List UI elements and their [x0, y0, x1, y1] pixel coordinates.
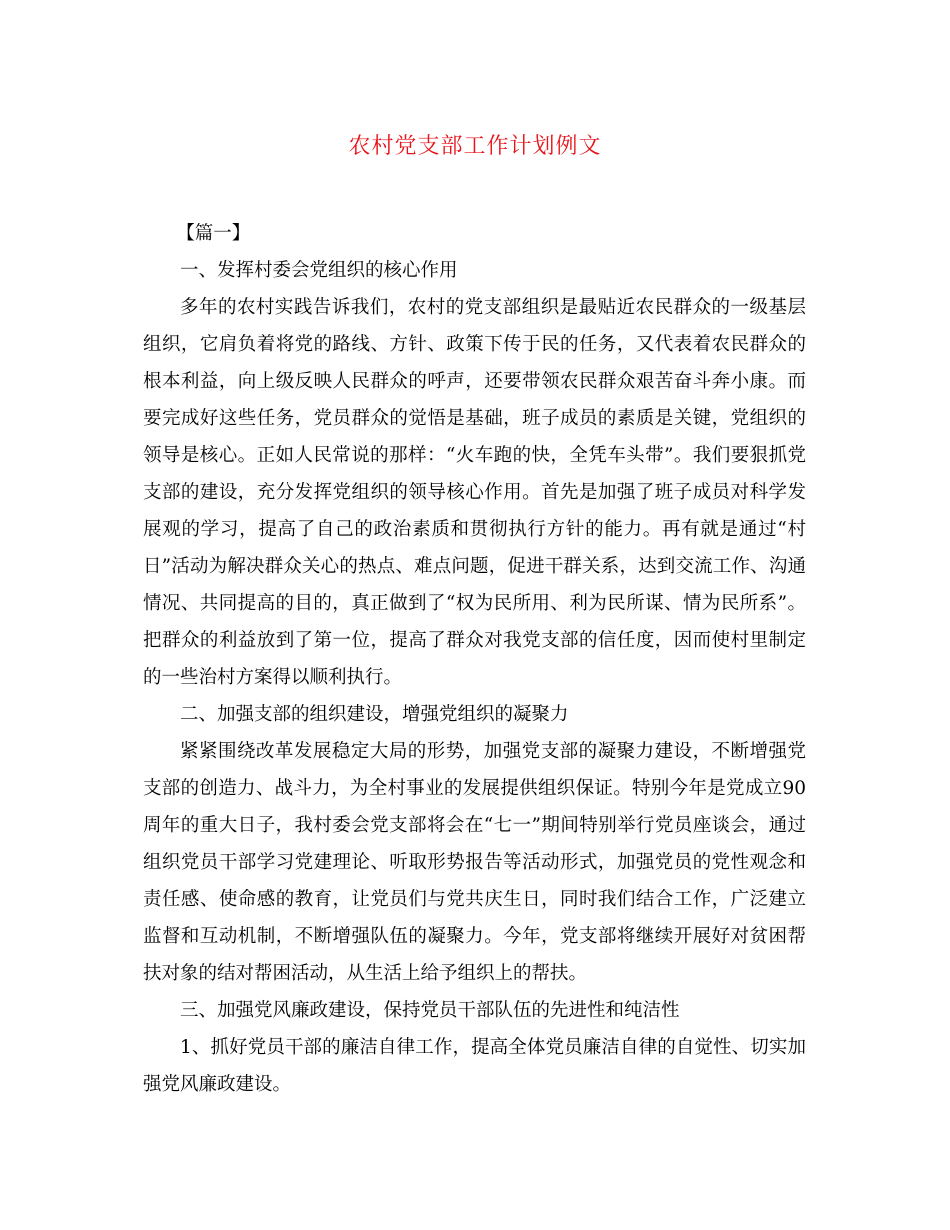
heading-3: 三、加强党风廉政建设，保持党员干部队伍的先进性和纯洁性 [180, 1000, 680, 1021]
document-body [143, 215, 806, 1103]
heading-1: 一、发挥村委会党组织的核心作用 [180, 260, 458, 281]
section-label: 【篇一】 [176, 223, 251, 244]
paragraph-2: 紧紧围绕改革发展稳定大局的形势，加强党支部的凝聚力建设，不断增强党支部的创造力、战斗力，为全村事业的发展提供组织保证。特别今年是党成立90周年的重大日子，我村委会党支部将会在“七一”期间特别举行党员座谈会，通过组织党员干部学习党建理论、听取形势报告等活动形式，加强党员的党性观念和责任感、使命感的教育，让党员们与党共庆生日，同时我们结合工作，广泛建立监督和互动机制，不断增强队伍的凝聚力。今年，党支部将继续开展好对贫困帮扶对象的结对帮困活动，从生活上给予组织上的帮扶。 [143, 741, 806, 984]
paragraph-3: 1、抓好党员干部的廉洁自律工作，提高全体党员廉洁自律的自觉性、切实加强党风廉政建设。 [143, 1037, 806, 1095]
paragraph-1: 多年的农村实践告诉我们，农村的党支部组织是最贴近农民群众的一级基层组织，它肩负着将党的路线、方针、政策下传于民的任务，又代表着农民群众的根本利益，向上级反映人民群众的呼声，还要带领农民群众艰苦奋斗奔小康。而要完成好这些任务，党员群众的觉悟是基础，班子成员的素质是关键，党组织的领导是核心。正如人民常说的那样：“火车跑的快，全凭车头带”。我们要狠抓党支部的建设，充分发挥党组织的领导核心作用。首先是加强了班子成员对科学发展观的学习，提高了自己的政治素质和贯彻执行方针的能力。再有就是通过“村日”活动为解决群众关心的热点、难点问题，促进干群关系，达到交流工作、沟通情况、共同提高的目的，真正做到了“权为民所用、利为民所谋、情为民所系”。把群众的利益放到了第一位，提高了群众对我党支部的信任度，因而使村里制定的一些治村方案得以顺利执行。 [143, 297, 806, 688]
heading-2: 二、加强支部的组织建设，增强党组织的凝聚力 [180, 704, 569, 725]
document-title: 农村党支部工作计划例文 [348, 134, 602, 159]
